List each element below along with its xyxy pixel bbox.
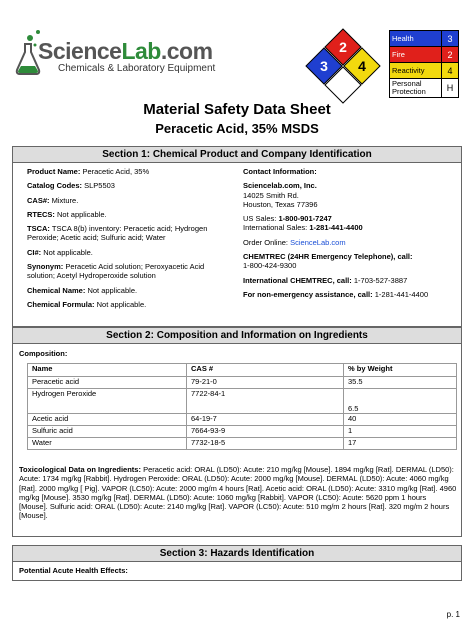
- section-1-heading: Section 1: Chemical Product and Company Identification: [13, 147, 461, 163]
- company-name: Sciencelab.com, Inc.: [243, 181, 317, 191]
- hazard-row-reactivity: Reactivity 4: [390, 63, 459, 79]
- sciencelab-link[interactable]: ScienceLab.com: [290, 237, 346, 247]
- chemtrec-number: 1-800-424-9300: [243, 261, 297, 271]
- nfpa-health-value: 3: [320, 58, 328, 74]
- contact-label: Contact Information:: [243, 167, 317, 176]
- cas-field: CAS#: Mixture.: [27, 195, 79, 205]
- nfpa-diamond: [305, 28, 381, 104]
- international-sales: International Sales: 1-281-441-4400: [243, 223, 363, 233]
- us-sales: US Sales: 1-800-901-7247: [243, 214, 332, 224]
- nfpa-reactivity-value: 4: [358, 58, 366, 74]
- section-3-heading: Section 3: Hazards Identification: [13, 546, 461, 562]
- acute-health-effects-label: Potential Acute Health Effects:: [19, 566, 128, 575]
- hazard-row-health: Health 3: [390, 31, 459, 47]
- page-number: p. 1: [446, 610, 460, 619]
- rtecs-field: RTECS: Not applicable.: [27, 209, 107, 219]
- chemical-formula-field: Chemical Formula: Not applicable.: [27, 299, 147, 309]
- non-emergency: For non-emergency assistance, call: 1-281-441-4400: [243, 289, 429, 299]
- section-1: [12, 146, 462, 327]
- product-name-field: Product Name: Peracetic Acid, 35%: [27, 167, 150, 176]
- international-chemtrec: International CHEMTREC, call: 1-703-527-3887: [243, 275, 408, 285]
- order-online: Order Online: ScienceLab.com: [243, 237, 346, 247]
- toxicological-data: Toxicological Data on Ingredients: Peracetic acid: ORAL (LD50): Acute: 210 mg/kg [Mouse]. 1894 mg/kg [Rat]. DERMAL (LD50): Acute: 1734 mg/kg [Rabbit]. Hydrogen Peroxide: ORAL (LD50): Acute: 2000 mg/kg [Mouse]. DERMAL (LD50): Acute: 4060 mg/kg [Rat]. 2000 mg/kg [ Pig]. VAPOR (LC50): Acute: 2000 mg/m 4 hours [Rat]. Acetic acid: ORAL (LD50): Acute: 3310 mg/kg [Rat]. 4960 mg/kg [Mouse]. 3530 mg/kg [Rat]. DERMAL (LD50): Acute: 1060 mg/kg [Rabbit]. VAPOR (LC50): Acute: 5620 ppm 1 hours [Mouse]. Sulfuric acid: ORAL (LD50): Acute: 2140 mg/kg [Rat]. VAPOR (LC50): Acute: 510 mg/m 2 hours [Rat]. 320 mg/m 2 hours [Mouse].: [19, 465, 457, 521]
- table-row: Sulfuric acid 7664-93-9 1: [28, 426, 457, 438]
- table-row: Water 7732-18-5 17: [28, 438, 457, 450]
- nfpa-fire-value: 2: [339, 39, 347, 55]
- document-title: Material Safety Data Sheet: [143, 101, 331, 118]
- table-row: Acetic acid 64-19-7 40: [28, 414, 457, 426]
- section-2: [12, 327, 462, 537]
- hazard-row-protection: Personal Protection H: [390, 79, 459, 98]
- table-header-row: Name CAS # % by Weight: [28, 364, 457, 377]
- table-row: Peracetic acid 79-21-0 35.5: [28, 377, 457, 389]
- ci-field: CI#: Not applicable.: [27, 247, 93, 257]
- address-line-1: 14025 Smith Rd.: [243, 190, 299, 200]
- chemical-name-field: Chemical Name: Not applicable.: [27, 285, 138, 295]
- tsca-field: TSCA: TSCA 8(b) inventory: Peracetic acid; Hydrogen Peroxide; Acetic acid; Sulfuric acid; Water: [27, 224, 208, 243]
- synonym-field: Synonym: Peracetic Acid solution; Peroxyacetic Acid solution; Acetyl Hydroperoxide solution: [27, 262, 205, 281]
- contact-info-column: [243, 167, 458, 299]
- chemtrec-label: CHEMTREC (24HR Emergency Telephone), call:: [243, 252, 413, 262]
- catalog-codes-field: Catalog Codes: SLP5503: [27, 181, 115, 191]
- product-info-column: [27, 167, 232, 314]
- composition-table: [27, 363, 457, 450]
- hazard-rating-table: [389, 30, 459, 98]
- section-3: [12, 545, 462, 581]
- document-subtitle: Peracetic Acid, 35% MSDS: [155, 121, 319, 136]
- logo-tagline: Chemicals & Laboratory Equipment: [58, 63, 216, 74]
- table-row: Hydrogen Peroxide 7722-84-1 6.5: [28, 389, 457, 414]
- address-line-2: Houston, Texas 77396: [243, 199, 318, 209]
- section-2-heading: Section 2: Composition and Information on Ingredients: [13, 328, 461, 344]
- composition-label: Composition:: [19, 349, 68, 358]
- hazard-row-fire: Fire 2: [390, 47, 459, 63]
- logo-wordmark: ScienceLab.com: [38, 38, 213, 64]
